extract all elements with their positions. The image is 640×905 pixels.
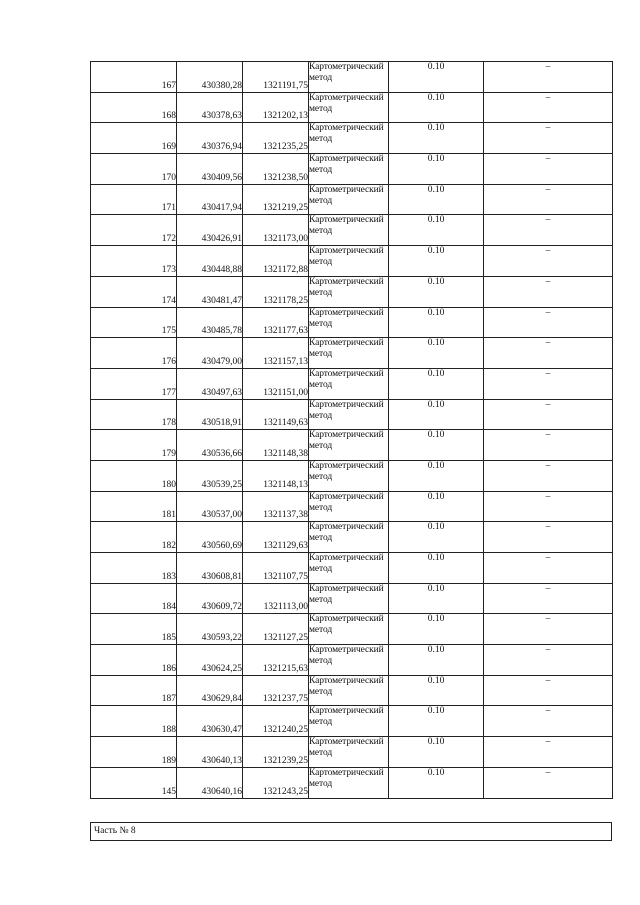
table-row bbox=[91, 154, 613, 185]
table-row bbox=[91, 767, 613, 798]
method-cell: Картометрический метод bbox=[309, 460, 389, 491]
y-coordinate-cell: 1321238,50 bbox=[243, 154, 309, 185]
y-coordinate-cell: 1321237,75 bbox=[243, 675, 309, 706]
table-row bbox=[91, 338, 613, 369]
method-cell: Картометрический метод bbox=[309, 123, 389, 154]
table-row bbox=[91, 553, 613, 584]
point-number-cell: 181 bbox=[91, 491, 177, 522]
precision-cell: 0.10 bbox=[389, 645, 484, 676]
x-coordinate-cell: 430609,72 bbox=[177, 583, 243, 614]
precision-cell: 0.10 bbox=[389, 767, 484, 798]
method-cell: Картометрический метод bbox=[309, 706, 389, 737]
precision-cell: 0.10 bbox=[389, 737, 484, 768]
method-cell: Картометрический метод bbox=[309, 645, 389, 676]
precision-cell: 0.10 bbox=[389, 706, 484, 737]
table-row bbox=[91, 92, 613, 123]
table-row bbox=[91, 399, 613, 430]
table-row bbox=[91, 123, 613, 154]
table-row bbox=[91, 522, 613, 553]
table-row bbox=[91, 737, 613, 768]
point-number-cell: 172 bbox=[91, 215, 177, 246]
note-cell: – bbox=[484, 737, 613, 768]
point-number-cell: 175 bbox=[91, 307, 177, 338]
note-cell: – bbox=[484, 246, 613, 277]
precision-cell: 0.10 bbox=[389, 246, 484, 277]
method-cell: Картометрический метод bbox=[309, 522, 389, 553]
precision-cell: 0.10 bbox=[389, 460, 484, 491]
table-row bbox=[91, 675, 613, 706]
y-coordinate-cell: 1321240,25 bbox=[243, 706, 309, 737]
method-cell: Картометрический метод bbox=[309, 154, 389, 185]
note-cell: – bbox=[484, 491, 613, 522]
y-coordinate-cell: 1321178,25 bbox=[243, 276, 309, 307]
point-number-cell: 189 bbox=[91, 737, 177, 768]
x-coordinate-cell: 430640,16 bbox=[177, 767, 243, 798]
table-row bbox=[91, 614, 613, 645]
point-number-cell: 183 bbox=[91, 553, 177, 584]
method-cell: Картометрический метод bbox=[309, 368, 389, 399]
point-number-cell: 179 bbox=[91, 430, 177, 461]
table-row bbox=[91, 460, 613, 491]
x-coordinate-cell: 430376,94 bbox=[177, 123, 243, 154]
table-row bbox=[91, 215, 613, 246]
x-coordinate-cell: 430630,47 bbox=[177, 706, 243, 737]
note-cell: – bbox=[484, 460, 613, 491]
note-cell: – bbox=[484, 675, 613, 706]
precision-cell: 0.10 bbox=[389, 154, 484, 185]
point-number-cell: 188 bbox=[91, 706, 177, 737]
x-coordinate-cell: 430539,25 bbox=[177, 460, 243, 491]
x-coordinate-cell: 430417,94 bbox=[177, 184, 243, 215]
x-coordinate-cell: 430629,84 bbox=[177, 675, 243, 706]
method-cell: Картометрический метод bbox=[309, 338, 389, 369]
precision-cell: 0.10 bbox=[389, 92, 484, 123]
table-row bbox=[91, 62, 613, 93]
note-cell: – bbox=[484, 338, 613, 369]
note-cell: – bbox=[484, 553, 613, 584]
y-coordinate-cell: 1321127,25 bbox=[243, 614, 309, 645]
precision-cell: 0.10 bbox=[389, 614, 484, 645]
point-number-cell: 184 bbox=[91, 583, 177, 614]
precision-cell: 0.10 bbox=[389, 368, 484, 399]
precision-cell: 0.10 bbox=[389, 430, 484, 461]
note-cell: – bbox=[484, 430, 613, 461]
table-row bbox=[91, 583, 613, 614]
note-cell: – bbox=[484, 62, 613, 93]
x-coordinate-cell: 430497,63 bbox=[177, 368, 243, 399]
y-coordinate-cell: 1321113,00 bbox=[243, 583, 309, 614]
method-cell: Картометрический метод bbox=[309, 307, 389, 338]
table-row bbox=[91, 246, 613, 277]
y-coordinate-cell: 1321239,25 bbox=[243, 737, 309, 768]
method-cell: Картометрический метод bbox=[309, 246, 389, 277]
note-cell: – bbox=[484, 92, 613, 123]
note-cell: – bbox=[484, 645, 613, 676]
precision-cell: 0.10 bbox=[389, 307, 484, 338]
table-row bbox=[91, 491, 613, 522]
table-row bbox=[91, 184, 613, 215]
point-number-cell: 182 bbox=[91, 522, 177, 553]
point-number-cell: 174 bbox=[91, 276, 177, 307]
table-row bbox=[91, 706, 613, 737]
note-cell: – bbox=[484, 614, 613, 645]
x-coordinate-cell: 430481,47 bbox=[177, 276, 243, 307]
y-coordinate-cell: 1321157,13 bbox=[243, 338, 309, 369]
x-coordinate-cell: 430536,66 bbox=[177, 430, 243, 461]
precision-cell: 0.10 bbox=[389, 184, 484, 215]
note-cell: – bbox=[484, 215, 613, 246]
y-coordinate-cell: 1321148,38 bbox=[243, 430, 309, 461]
precision-cell: 0.10 bbox=[389, 215, 484, 246]
y-coordinate-cell: 1321177,63 bbox=[243, 307, 309, 338]
y-coordinate-cell: 1321172,88 bbox=[243, 246, 309, 277]
note-cell: – bbox=[484, 368, 613, 399]
note-cell: – bbox=[484, 522, 613, 553]
y-coordinate-cell: 1321243,25 bbox=[243, 767, 309, 798]
point-number-cell: 169 bbox=[91, 123, 177, 154]
method-cell: Картометрический метод bbox=[309, 767, 389, 798]
method-cell: Картометрический метод bbox=[309, 184, 389, 215]
point-number-cell: 171 bbox=[91, 184, 177, 215]
point-number-cell: 178 bbox=[91, 399, 177, 430]
note-cell: – bbox=[484, 184, 613, 215]
method-cell: Картометрический метод bbox=[309, 430, 389, 461]
point-number-cell: 170 bbox=[91, 154, 177, 185]
method-cell: Картометрический метод bbox=[309, 675, 389, 706]
note-cell: – bbox=[484, 583, 613, 614]
point-number-cell: 176 bbox=[91, 338, 177, 369]
precision-cell: 0.10 bbox=[389, 276, 484, 307]
x-coordinate-cell: 430378,63 bbox=[177, 92, 243, 123]
method-cell: Картометрический метод bbox=[309, 62, 389, 93]
y-coordinate-cell: 1321148,13 bbox=[243, 460, 309, 491]
x-coordinate-cell: 430426,91 bbox=[177, 215, 243, 246]
y-coordinate-cell: 1321235,25 bbox=[243, 123, 309, 154]
x-coordinate-cell: 430640,13 bbox=[177, 737, 243, 768]
y-coordinate-cell: 1321151,00 bbox=[243, 368, 309, 399]
y-coordinate-cell: 1321129,63 bbox=[243, 522, 309, 553]
note-cell: – bbox=[484, 154, 613, 185]
y-coordinate-cell: 1321173,00 bbox=[243, 215, 309, 246]
table-row bbox=[91, 368, 613, 399]
point-number-cell: 177 bbox=[91, 368, 177, 399]
precision-cell: 0.10 bbox=[389, 62, 484, 93]
precision-cell: 0.10 bbox=[389, 553, 484, 584]
x-coordinate-cell: 430380,28 bbox=[177, 62, 243, 93]
x-coordinate-cell: 430518,91 bbox=[177, 399, 243, 430]
method-cell: Картометрический метод bbox=[309, 276, 389, 307]
y-coordinate-cell: 1321137,38 bbox=[243, 491, 309, 522]
method-cell: Картометрический метод bbox=[309, 583, 389, 614]
precision-cell: 0.10 bbox=[389, 399, 484, 430]
x-coordinate-cell: 430448,88 bbox=[177, 246, 243, 277]
point-number-cell: 173 bbox=[91, 246, 177, 277]
method-cell: Картометрический метод bbox=[309, 399, 389, 430]
x-coordinate-cell: 430624,25 bbox=[177, 645, 243, 676]
precision-cell: 0.10 bbox=[389, 583, 484, 614]
method-cell: Картометрический метод bbox=[309, 215, 389, 246]
table-row bbox=[91, 645, 613, 676]
coordinates-table-body bbox=[91, 62, 613, 799]
y-coordinate-cell: 1321202,13 bbox=[243, 92, 309, 123]
point-number-cell: 168 bbox=[91, 92, 177, 123]
precision-cell: 0.10 bbox=[389, 123, 484, 154]
y-coordinate-cell: 1321149,63 bbox=[243, 399, 309, 430]
point-number-cell: 167 bbox=[91, 62, 177, 93]
x-coordinate-cell: 430409,56 bbox=[177, 154, 243, 185]
point-number-cell: 186 bbox=[91, 645, 177, 676]
point-number-cell: 187 bbox=[91, 675, 177, 706]
table-row bbox=[91, 276, 613, 307]
note-cell: – bbox=[484, 276, 613, 307]
precision-cell: 0.10 bbox=[389, 338, 484, 369]
table-row bbox=[91, 307, 613, 338]
y-coordinate-cell: 1321107,75 bbox=[243, 553, 309, 584]
part-label: Часть № 8 bbox=[90, 822, 612, 841]
point-number-cell: 180 bbox=[91, 460, 177, 491]
x-coordinate-cell: 430608,81 bbox=[177, 553, 243, 584]
method-cell: Картометрический метод bbox=[309, 553, 389, 584]
precision-cell: 0.10 bbox=[389, 491, 484, 522]
method-cell: Картометрический метод bbox=[309, 614, 389, 645]
y-coordinate-cell: 1321191,75 bbox=[243, 62, 309, 93]
note-cell: – bbox=[484, 706, 613, 737]
x-coordinate-cell: 430593,22 bbox=[177, 614, 243, 645]
point-number-cell: 145 bbox=[91, 767, 177, 798]
precision-cell: 0.10 bbox=[389, 522, 484, 553]
note-cell: – bbox=[484, 767, 613, 798]
table-row bbox=[91, 430, 613, 461]
method-cell: Картометрический метод bbox=[309, 92, 389, 123]
coordinates-table bbox=[90, 61, 613, 799]
method-cell: Картометрический метод bbox=[309, 737, 389, 768]
y-coordinate-cell: 1321215,63 bbox=[243, 645, 309, 676]
x-coordinate-cell: 430479,00 bbox=[177, 338, 243, 369]
point-number-cell: 185 bbox=[91, 614, 177, 645]
note-cell: – bbox=[484, 307, 613, 338]
method-cell: Картометрический метод bbox=[309, 491, 389, 522]
x-coordinate-cell: 430537,00 bbox=[177, 491, 243, 522]
y-coordinate-cell: 1321219,25 bbox=[243, 184, 309, 215]
x-coordinate-cell: 430560,69 bbox=[177, 522, 243, 553]
note-cell: – bbox=[484, 123, 613, 154]
x-coordinate-cell: 430485,78 bbox=[177, 307, 243, 338]
note-cell: – bbox=[484, 399, 613, 430]
precision-cell: 0.10 bbox=[389, 675, 484, 706]
